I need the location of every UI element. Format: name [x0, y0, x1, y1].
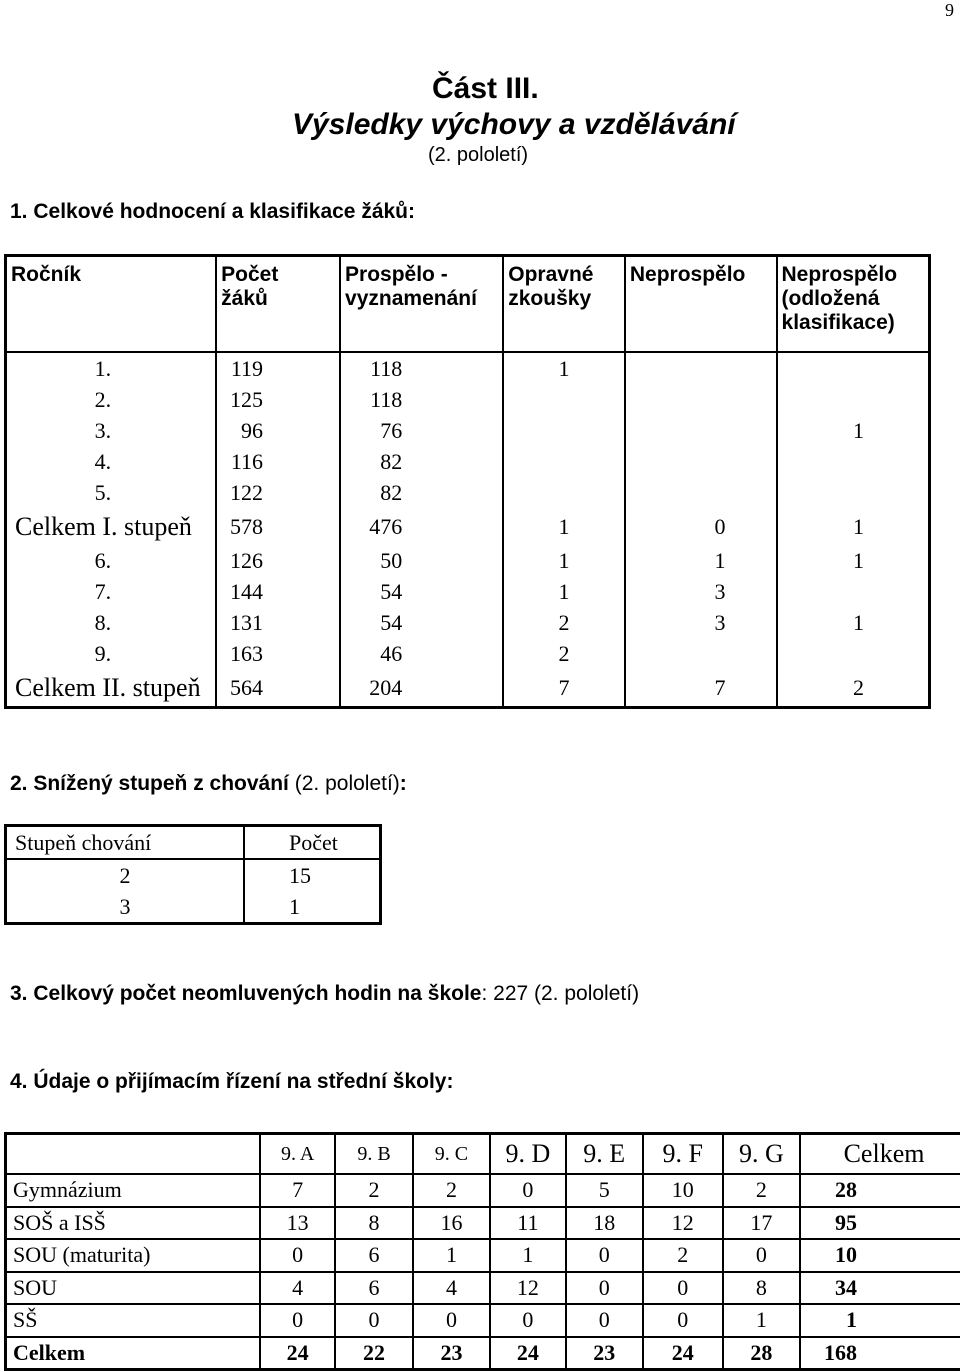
- row-label: Gymnázium: [6, 1174, 260, 1207]
- table-cell: 12: [643, 1207, 723, 1240]
- column-header: Neprospělo: [625, 256, 777, 353]
- table-cell: 0: [566, 1304, 643, 1337]
- table-cell: 23: [566, 1337, 643, 1370]
- table-cell: 0: [625, 509, 777, 545]
- table-cell: 4: [413, 1272, 490, 1305]
- table-cell: 0: [413, 1304, 490, 1337]
- table-cell: 17: [723, 1207, 800, 1240]
- table-row: [6, 576, 930, 607]
- table-cell: 82: [340, 447, 503, 478]
- table-cell: 12: [490, 1272, 565, 1305]
- column-header: 9. A: [260, 1134, 335, 1175]
- row-label: 2.: [6, 384, 217, 415]
- column-header: Ročník: [6, 256, 217, 353]
- table-cell: 50: [340, 545, 503, 576]
- table-cell: 476: [340, 509, 503, 545]
- section2-heading: 2. Snížený stupeň z chování (2. pololetí):: [10, 772, 407, 796]
- table-cell: 0: [643, 1304, 723, 1337]
- table-cell: 4: [260, 1272, 335, 1305]
- table-cell: 6: [335, 1272, 412, 1305]
- row-label: 6.: [6, 545, 217, 576]
- table-cell: 1: [777, 607, 930, 638]
- table-cell: 1: [490, 1239, 565, 1272]
- table-row: [6, 1207, 960, 1240]
- table-cell: 131: [216, 607, 340, 638]
- table-cell: 34: [800, 1272, 960, 1305]
- table-cell: 13: [260, 1207, 335, 1240]
- column-header: Počet: [244, 826, 381, 860]
- table-cell: 0: [490, 1174, 565, 1207]
- table-row: [6, 891, 381, 924]
- section3-heading: 3. Celkový počet neomluvených hodin na škole: 227 (2. pololetí): [10, 982, 639, 1006]
- row-label: 9.: [6, 639, 217, 670]
- table-cell: [625, 447, 777, 478]
- table-cell: [625, 415, 777, 446]
- table-cell: 46: [340, 639, 503, 670]
- table-cell: 0: [723, 1239, 800, 1272]
- table-cell: 8: [723, 1272, 800, 1305]
- table-cell: 163: [216, 639, 340, 670]
- column-header: Neprospělo (odložená klasifikace): [777, 256, 930, 353]
- table-cell: 82: [340, 478, 503, 509]
- table-cell: [625, 384, 777, 415]
- table-cell: 18: [566, 1207, 643, 1240]
- column-header: 9. D: [490, 1134, 565, 1175]
- table-cell: 10: [800, 1239, 960, 1272]
- column-header: Celkem: [800, 1134, 960, 1175]
- table-cell: 2: [503, 639, 625, 670]
- table-cell: 119: [216, 352, 340, 384]
- page-number: 9: [945, 0, 954, 21]
- table-header-row: [6, 1134, 960, 1175]
- column-header: [6, 1134, 260, 1175]
- table-cell: 54: [340, 576, 503, 607]
- table-cell: 1: [413, 1239, 490, 1272]
- table-cell: [503, 447, 625, 478]
- table-row: [6, 1337, 960, 1370]
- table-cell: 0: [335, 1304, 412, 1337]
- table-cell: 1: [777, 545, 930, 576]
- table-row: [6, 1272, 960, 1305]
- table-cell: 2: [777, 670, 930, 708]
- table-cell: [625, 352, 777, 384]
- column-header: 9. F: [643, 1134, 723, 1175]
- table-cell: [503, 384, 625, 415]
- table-cell: 2: [643, 1239, 723, 1272]
- row-label: 5.: [6, 478, 217, 509]
- row-label: 1.: [6, 352, 217, 384]
- table-cell: 22: [335, 1337, 412, 1370]
- table-cell: 24: [260, 1337, 335, 1370]
- row-label: SOŠ a ISŠ: [6, 1207, 260, 1240]
- table-row: [6, 509, 930, 545]
- row-label: 7.: [6, 576, 217, 607]
- table-cell: 0: [643, 1272, 723, 1305]
- table-cell: [777, 384, 930, 415]
- column-header: 9. G: [723, 1134, 800, 1175]
- column-header: 9. E: [566, 1134, 643, 1175]
- table-row: [6, 670, 930, 708]
- row-label: 4.: [6, 447, 217, 478]
- table-cell: 1: [800, 1304, 960, 1337]
- behavior-table: [4, 824, 382, 925]
- column-header: Prospělo - vyznamenání: [340, 256, 503, 353]
- table-cell: [777, 447, 930, 478]
- table-row: [6, 478, 930, 509]
- table-cell: 54: [340, 607, 503, 638]
- table-cell: [777, 576, 930, 607]
- table-cell: [777, 639, 930, 670]
- table-cell: 116: [216, 447, 340, 478]
- table-row: [6, 1239, 960, 1272]
- classification-table: [4, 254, 931, 709]
- table-cell: 118: [340, 352, 503, 384]
- table-cell: 122: [216, 478, 340, 509]
- table-row: [6, 1304, 960, 1337]
- row-label: Celkem I. stupeň: [6, 509, 217, 545]
- row-label: Celkem: [6, 1337, 260, 1370]
- table-cell: 28: [723, 1337, 800, 1370]
- table-row: [6, 384, 930, 415]
- table-cell: 1: [503, 352, 625, 384]
- main-title: Výsledky výchovy a vzdělávání: [292, 108, 736, 142]
- table-cell: 1: [503, 545, 625, 576]
- table-cell: 23: [413, 1337, 490, 1370]
- table-cell: 0: [566, 1239, 643, 1272]
- table-cell: 96: [216, 415, 340, 446]
- table-header-row: [6, 826, 381, 860]
- row-label: SŠ: [6, 1304, 260, 1337]
- table-cell: 2: [503, 607, 625, 638]
- table-cell: [625, 478, 777, 509]
- admission-table: [4, 1132, 960, 1371]
- table-cell: 2: [723, 1174, 800, 1207]
- column-header: Počet žáků: [216, 256, 340, 353]
- table-cell: 10: [643, 1174, 723, 1207]
- part-title: Část III.: [432, 72, 539, 106]
- table-cell: 95: [800, 1207, 960, 1240]
- table-cell: 1: [244, 891, 381, 924]
- table-cell: 6: [335, 1239, 412, 1272]
- table-cell: 2: [6, 859, 245, 891]
- table-cell: 125: [216, 384, 340, 415]
- table-cell: 118: [340, 384, 503, 415]
- table-row: [6, 607, 930, 638]
- table-cell: [777, 478, 930, 509]
- column-header: Stupeň chování: [6, 826, 245, 860]
- table-cell: 1: [723, 1304, 800, 1337]
- column-header: 9. B: [335, 1134, 412, 1175]
- table-cell: 7: [260, 1174, 335, 1207]
- table-cell: 24: [643, 1337, 723, 1370]
- table-cell: [503, 478, 625, 509]
- table-cell: 204: [340, 670, 503, 708]
- table-cell: 8: [335, 1207, 412, 1240]
- table-cell: 7: [625, 670, 777, 708]
- row-label: 3.: [6, 415, 217, 446]
- table-cell: 1: [503, 509, 625, 545]
- table-cell: 126: [216, 545, 340, 576]
- table-cell: 0: [566, 1272, 643, 1305]
- table-cell: 0: [260, 1239, 335, 1272]
- table-cell: 0: [260, 1304, 335, 1337]
- table-cell: 3: [625, 607, 777, 638]
- table-cell: 1: [777, 509, 930, 545]
- table-row: [6, 1174, 960, 1207]
- table-cell: [777, 352, 930, 384]
- row-label: Celkem II. stupeň: [6, 670, 217, 708]
- table-row: [6, 639, 930, 670]
- table-cell: 11: [490, 1207, 565, 1240]
- table-cell: [625, 639, 777, 670]
- table-cell: 2: [413, 1174, 490, 1207]
- table-row: [6, 859, 381, 891]
- column-header: Opravné zkoušky: [503, 256, 625, 353]
- row-label: SOU (maturita): [6, 1239, 260, 1272]
- table-cell: 0: [490, 1304, 565, 1337]
- table-cell: 3: [625, 576, 777, 607]
- table-cell: 76: [340, 415, 503, 446]
- table-cell: 1: [625, 545, 777, 576]
- subtitle: (2. pololetí): [428, 144, 528, 167]
- section1-heading: 1. Celkové hodnocení a klasifikace žáků:: [10, 200, 415, 224]
- column-header: 9. C: [413, 1134, 490, 1175]
- row-label: 8.: [6, 607, 217, 638]
- table-cell: 5: [566, 1174, 643, 1207]
- table-row: [6, 415, 930, 446]
- table-cell: 28: [800, 1174, 960, 1207]
- table-cell: 1: [777, 415, 930, 446]
- table-cell: 1: [503, 576, 625, 607]
- table-cell: 15: [244, 859, 381, 891]
- table-cell: [503, 415, 625, 446]
- table-cell: 144: [216, 576, 340, 607]
- table-cell: 2: [335, 1174, 412, 1207]
- table-cell: 578: [216, 509, 340, 545]
- table-cell: 16: [413, 1207, 490, 1240]
- table-cell: 24: [490, 1337, 565, 1370]
- table-cell: 564: [216, 670, 340, 708]
- table-row: [6, 545, 930, 576]
- table-cell: 3: [6, 891, 245, 924]
- table-cell: 168: [800, 1337, 960, 1370]
- table-cell: 7: [503, 670, 625, 708]
- table-row: [6, 352, 930, 384]
- section4-heading: 4. Údaje o přijímacím řízení na střední školy:: [10, 1070, 453, 1094]
- table-row: [6, 447, 930, 478]
- row-label: SOU: [6, 1272, 260, 1305]
